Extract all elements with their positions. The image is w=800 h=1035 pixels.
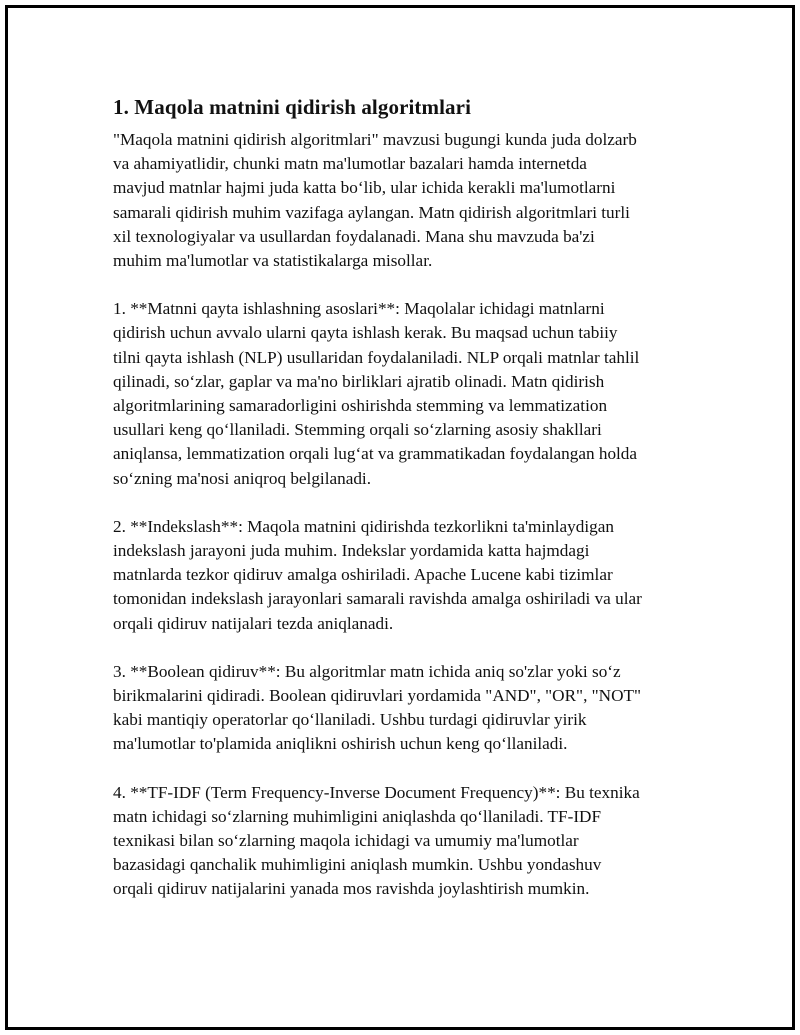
- document-body: [113, 92, 693, 926]
- section-indexing: 2. **Indekslash**: Maqola matnini qidirishda tezkorlikni ta'minlaydigan indekslash jarayoni juda muhim. Indekslar yordamida katta hajmdagi matnlarda tezkor qidiruv amalga oshiriladi. Apache Lucene kabi tizimlar tomonidan indekslash jarayonlari samarali ravishda amalga oshiriladi va ular orqali qidiruv natijalari tezda aniqlanadi.: [113, 516, 642, 633]
- section-boolean-search: 3. **Boolean qidiruv**: Bu algoritmlar matn ichida aniq so'zlar yoki so‘z birikmalarini qidiradi. Boolean qidiruvlari yordamida "AND", "OR", "NOT" kabi mantiqiy operatorlar qo‘llaniladi. Ushbu turdagi qidiruvlar yirik ma'lumotlar to'plamida aniqlikni oshirish uchun keng qo‘llaniladi.: [113, 661, 642, 754]
- document-title: 1. Maqola matnini qidirish algoritmlari: [113, 95, 471, 119]
- section-tf-idf: 4. **TF-IDF (Term Frequency-Inverse Document Frequency)**: Bu texnika matn ichidagi so‘zlarning muhimligini aniqlashda qo‘llaniladi. TF-IDF texnikasi bilan so‘zlarning maqola ichidagi va umumiy ma'lumotlar bazasidagi qanchalik muhimligini aniqlash mumkin. Ushbu yondashuv orqali qidiruv natijalarini yanada mos ravishda joylashtirish mumkin.: [113, 782, 640, 899]
- section-text-processing: 1. **Matnni qayta ishlashning asoslari**: Maqolalar ichidagi matnlarni qidirish uchun avvalo ularni qayta ishlash kerak. Bu maqsad uchun tabiiy tilni qayta ishlash (NLP) usullaridan foydalaniladi. NLP orqali matnlar tahlil qilinadi, so‘zlar, gaplar va ma'no birliklari ajratib olinadi. Matn qidirish algoritmlarining samaradorligini oshirishda stemming va lemmatization usullari keng qo‘llaniladi. Stemming orqali so‘zlarning asosiy shakllari aniqlansa, lemmatization orqali lug‘at va grammatikadan foydalangan holda so‘zning ma'nosi aniqroq belgilanadi.: [113, 299, 640, 488]
- intro-paragraph: "Maqola matnini qidirish algoritmlari" mavzusi bugungi kunda juda dolzarb va ahamiyatlidir, chunki matn ma'lumotlar bazalari hamda internetda mavjud matnlar hajmi juda katta bo‘lib, ular ichida kerakli ma'lumotlarni samarali qidirish muhim vazifaga aylangan. Matn qidirish algoritmlari turli xil texnologiyalar va usullardan foydalanadi. Mana shu mavzuda ba'zi muhim ma'lumotlar va statistikalarga misollar.: [113, 130, 637, 271]
